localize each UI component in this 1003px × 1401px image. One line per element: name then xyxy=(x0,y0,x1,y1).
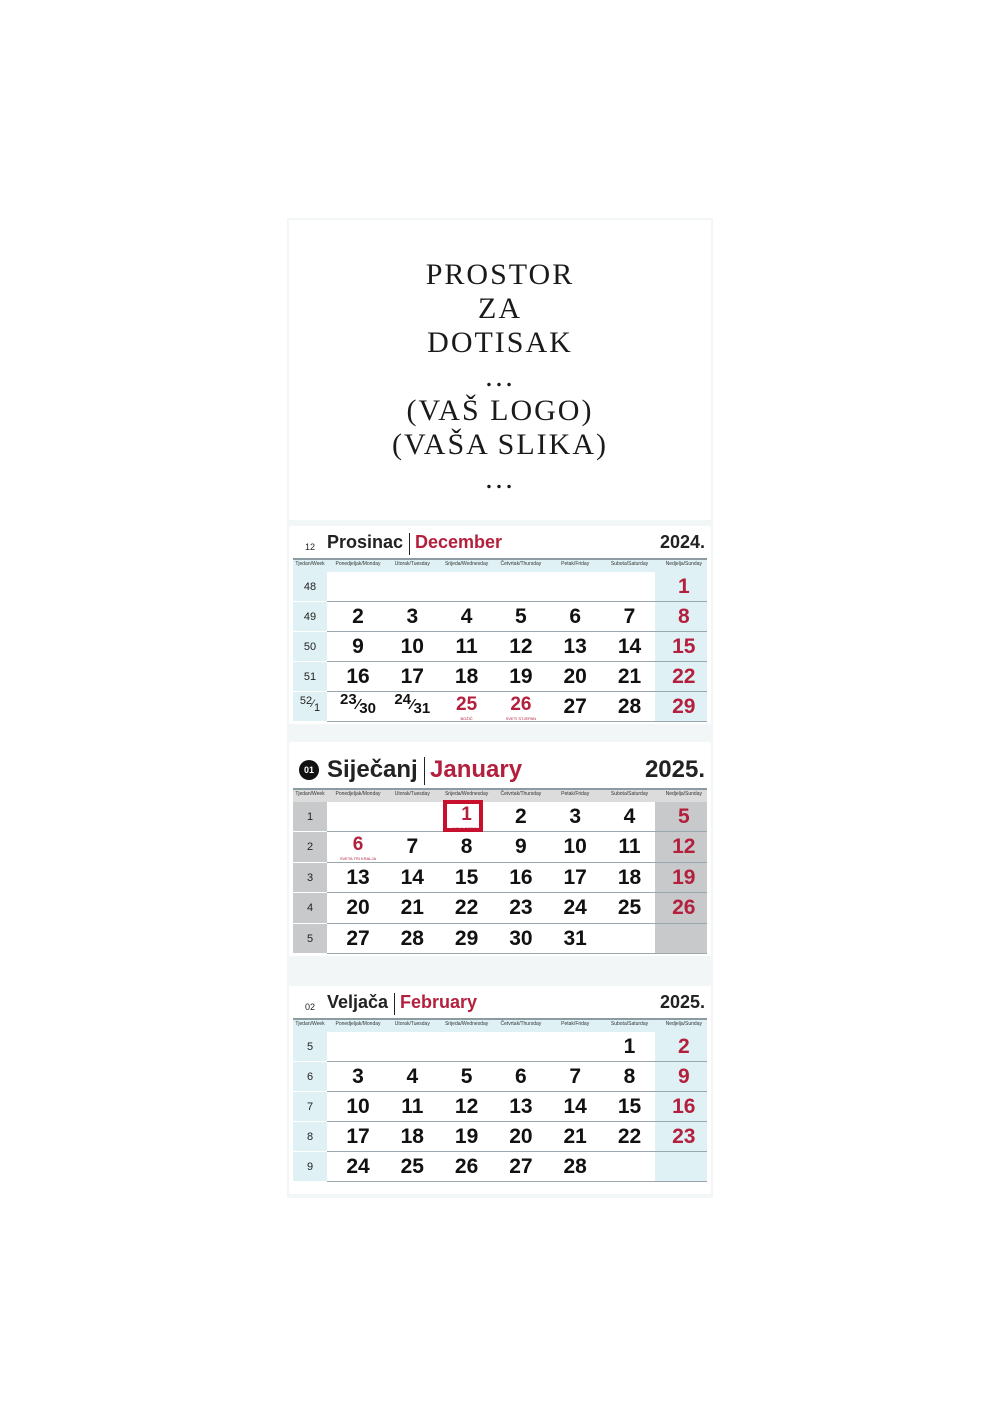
week-number xyxy=(293,695,327,714)
weekday-label: Četvrtak/Thursday xyxy=(500,1021,542,1027)
weekday-label: Srijeda/Wednesday xyxy=(444,561,489,567)
weekday-label: Petak/Friday xyxy=(561,1021,590,1027)
day-number: 6 xyxy=(352,834,364,856)
day-number: 5 xyxy=(460,1065,473,1088)
day-number: 23 xyxy=(672,1125,696,1148)
day-number: 24 xyxy=(394,691,412,708)
row-divider xyxy=(327,1061,707,1062)
row-divider xyxy=(327,953,707,954)
day-number: 23 xyxy=(340,691,357,708)
month-number: 12 xyxy=(305,542,316,552)
week-row-divider xyxy=(293,862,327,863)
holiday-label: BOŽIĆ xyxy=(460,716,473,721)
row-divider xyxy=(327,661,707,662)
day-number: 17 xyxy=(563,865,587,889)
day-number: 3 xyxy=(569,805,582,828)
month-title-row xyxy=(289,742,711,783)
row-divider xyxy=(327,1121,707,1122)
day-number: 16 xyxy=(346,665,370,688)
day-number: 5 xyxy=(677,805,690,828)
day-number: 16 xyxy=(509,865,533,889)
weekday-label: Nedjelja/Sunday xyxy=(665,1021,702,1027)
day-number: 3 xyxy=(352,1065,364,1088)
week-row-divider xyxy=(293,601,327,602)
month-block xyxy=(289,526,711,724)
day-number: 20 xyxy=(346,896,370,920)
week-number: 1 xyxy=(306,811,314,823)
day-number: 28 xyxy=(563,1155,587,1178)
day-number: 8 xyxy=(677,605,690,628)
day-number: 6 xyxy=(569,605,582,628)
weekday-header-row xyxy=(293,558,707,572)
week-number: 9 xyxy=(306,1161,314,1173)
day-number: 18 xyxy=(454,665,479,688)
imprint-line: … xyxy=(484,360,516,393)
day-number: 24 xyxy=(346,1155,370,1178)
day-number: 27 xyxy=(563,695,587,718)
day-number: 9 xyxy=(677,1065,690,1088)
day-number: 1 xyxy=(677,575,690,598)
day-number: 13 xyxy=(346,865,370,889)
weekday-header-row xyxy=(293,788,707,802)
day-number: 17 xyxy=(400,665,424,688)
day-number: 29 xyxy=(454,926,479,950)
day-number: 25 xyxy=(400,1155,424,1178)
day-number: 3 xyxy=(406,605,419,628)
row-divider xyxy=(327,691,707,692)
weekday-label: Nedjelja/Sunday xyxy=(665,791,702,797)
day-number: 8 xyxy=(623,1065,636,1088)
day-number: 7 xyxy=(569,1065,582,1088)
imprint-line: (VAŠA SLIKA) xyxy=(392,428,608,461)
day-cell-double xyxy=(385,691,439,717)
week-row-divider xyxy=(293,1121,327,1122)
week-number: 50 xyxy=(303,641,317,653)
day-number: 17 xyxy=(346,1125,370,1148)
imprint-line: … xyxy=(484,462,516,495)
month-number-badge: 01 xyxy=(299,760,319,780)
day-number: 2 xyxy=(352,605,364,628)
month-name-divider xyxy=(409,533,410,555)
weekday-label: Subota/Saturday xyxy=(610,1021,649,1027)
month-year: 2025. xyxy=(644,756,705,783)
weekday-label: Tjedan/Week xyxy=(295,1021,325,1027)
day-number: 18 xyxy=(617,865,642,889)
day-number: 13 xyxy=(509,1095,533,1118)
day-number: 27 xyxy=(346,926,370,950)
week-row-divider xyxy=(293,721,327,722)
holiday-label: SVETA TRI KRALJA xyxy=(339,856,377,862)
row-divider xyxy=(327,862,707,863)
week-number-part: 52 xyxy=(299,695,313,707)
week-number: 2 xyxy=(306,841,314,854)
day-number: 15 xyxy=(672,635,696,658)
month-year: 2025. xyxy=(659,992,705,1012)
day-number: 11 xyxy=(455,635,478,658)
week-row-divider xyxy=(293,923,327,924)
row-divider xyxy=(327,1181,707,1182)
imprint-text xyxy=(289,220,711,496)
day-number: 1 xyxy=(623,1035,636,1058)
week-row-divider xyxy=(293,1151,327,1152)
day-number: 30 xyxy=(359,700,376,717)
month-number: 02 xyxy=(305,1002,316,1012)
day-number: 14 xyxy=(617,635,642,658)
day-number: 26 xyxy=(454,1155,479,1178)
day-number: 25 xyxy=(617,896,642,920)
day-number: 21 xyxy=(617,665,642,688)
week-row-divider xyxy=(293,691,327,692)
row-divider xyxy=(327,831,707,832)
day-number: 26 xyxy=(510,694,532,715)
day-number: 10 xyxy=(400,635,424,658)
month-name-hr: Siječanj xyxy=(327,756,418,783)
day-number: 20 xyxy=(509,1125,533,1148)
day-number: 14 xyxy=(563,1095,587,1118)
day-number: 11 xyxy=(618,835,641,859)
row-divider xyxy=(327,601,707,602)
week-number: 4 xyxy=(306,902,314,915)
day-number: 11 xyxy=(401,1095,424,1118)
month-name-en: December xyxy=(415,532,503,552)
week-number: 7 xyxy=(306,1101,314,1113)
day-number: 21 xyxy=(400,896,424,920)
day-number: 22 xyxy=(617,1125,642,1148)
day-number: 26 xyxy=(672,896,696,920)
day-number: 1 xyxy=(461,804,472,825)
holiday-label: NOVA GODINA xyxy=(452,826,481,831)
day-number: 27 xyxy=(509,1155,533,1178)
week-row-divider xyxy=(293,1181,327,1182)
week-number: 6 xyxy=(306,1071,314,1083)
month-name-hr: Veljača xyxy=(327,992,389,1012)
week-row-divider xyxy=(293,631,327,632)
month-block xyxy=(289,986,711,1194)
weekday-label: Srijeda/Wednesday xyxy=(444,791,489,797)
week-number: 5 xyxy=(306,1041,314,1053)
month-name-hr: Prosinac xyxy=(327,532,404,552)
row-divider xyxy=(327,1091,707,1092)
weekday-label: Ponedjeljak/Monday xyxy=(335,561,381,567)
row-divider xyxy=(327,631,707,632)
day-number: 18 xyxy=(400,1125,424,1148)
month-block xyxy=(289,742,711,956)
day-number: 30 xyxy=(509,926,533,950)
weekday-label: Srijeda/Wednesday xyxy=(444,1021,489,1027)
day-number: 31 xyxy=(563,926,587,950)
month-name-divider xyxy=(394,993,395,1015)
day-number: 4 xyxy=(460,605,473,628)
day-number: 29 xyxy=(672,695,696,718)
day-number: 10 xyxy=(346,1095,370,1118)
day-number: 12 xyxy=(672,835,696,859)
imprint-area xyxy=(289,220,711,520)
weekday-header-row xyxy=(293,1018,707,1032)
day-number: 31 xyxy=(413,700,431,717)
day-number: 19 xyxy=(454,1125,479,1148)
day-number: 4 xyxy=(623,805,636,828)
weekday-label: Subota/Saturday xyxy=(610,561,649,567)
day-cell-double xyxy=(331,691,385,717)
week-row-divider xyxy=(293,892,327,893)
day-number: 14 xyxy=(400,865,424,889)
holiday-label: SVETI STJEPAN xyxy=(505,716,537,721)
day-number: 28 xyxy=(400,926,424,950)
day-number: 24 xyxy=(563,896,587,920)
day-number: 21 xyxy=(563,1125,587,1148)
weekday-label: Petak/Friday xyxy=(561,561,590,567)
day-number: 23 xyxy=(509,896,533,920)
day-number: 10 xyxy=(563,835,587,859)
weekday-label: Subota/Saturday xyxy=(610,791,649,797)
day-number: 5 xyxy=(515,605,527,628)
day-number: 15 xyxy=(454,865,479,889)
weekday-label: Ponedjeljak/Monday xyxy=(335,791,381,797)
month-year: 2024. xyxy=(659,532,705,552)
month-grid xyxy=(293,558,707,722)
week-row-divider xyxy=(293,661,327,662)
day-number: 9 xyxy=(515,835,527,859)
slash-glyph: ⁄ xyxy=(356,696,360,713)
month-grid xyxy=(293,788,707,954)
week-number: 5 xyxy=(306,932,314,945)
imprint-line: ZA xyxy=(478,292,522,325)
week-row-divider xyxy=(293,831,327,832)
weekday-label: Tjedan/Week xyxy=(295,561,325,567)
day-number: 15 xyxy=(617,1095,642,1118)
day-number: 4 xyxy=(406,1065,419,1088)
week-number: 8 xyxy=(306,1131,314,1143)
day-number: 28 xyxy=(617,695,642,718)
month-grid xyxy=(293,1018,707,1182)
week-number: 51 xyxy=(303,671,317,683)
row-divider xyxy=(327,923,707,924)
month-name-divider xyxy=(424,757,425,785)
day-number: 7 xyxy=(406,835,419,859)
weekday-label: Petak/Friday xyxy=(561,791,590,797)
week-number: 3 xyxy=(306,871,314,884)
weekday-label: Tjedan/Week xyxy=(295,791,325,797)
month-title-row xyxy=(289,986,711,1022)
day-number: 2 xyxy=(677,1035,690,1058)
week-number-part: 1 xyxy=(313,702,321,714)
imprint-line: (VAŠ LOGO) xyxy=(406,394,594,427)
week-row-divider xyxy=(293,1061,327,1062)
weekday-label: Četvrtak/Thursday xyxy=(500,791,542,797)
weekday-label: Utorak/Tuesday xyxy=(394,561,430,567)
day-number: 7 xyxy=(623,605,636,628)
day-number: 9 xyxy=(352,635,364,658)
day-number: 19 xyxy=(509,665,533,688)
imprint-line: DOTISAK xyxy=(427,326,573,359)
week-number: 49 xyxy=(303,611,317,623)
row-divider xyxy=(327,892,707,893)
weekday-label: Nedjelja/Sunday xyxy=(665,561,702,567)
day-number: 22 xyxy=(454,896,479,920)
day-number: 13 xyxy=(563,635,587,658)
day-number: 12 xyxy=(454,1095,479,1118)
month-name-en: February xyxy=(400,992,478,1012)
month-title-row xyxy=(289,526,711,562)
weekday-label: Utorak/Tuesday xyxy=(394,1021,430,1027)
weekday-label: Ponedjeljak/Monday xyxy=(335,1021,381,1027)
week-number: 48 xyxy=(303,581,317,593)
imprint-line: PROSTOR xyxy=(425,258,575,291)
weekday-label: Utorak/Tuesday xyxy=(394,791,430,797)
slash-glyph: ⁄ xyxy=(411,696,414,713)
slash-glyph: ⁄ xyxy=(312,698,314,710)
day-number: 16 xyxy=(672,1095,696,1118)
day-number: 8 xyxy=(460,835,473,859)
day-number: 20 xyxy=(563,665,587,688)
day-number: 6 xyxy=(515,1065,527,1088)
weekday-label: Četvrtak/Thursday xyxy=(500,561,542,567)
day-number: 25 xyxy=(456,694,478,715)
day-number: 19 xyxy=(672,865,696,889)
day-number: 12 xyxy=(509,635,533,658)
week-row-divider xyxy=(293,1091,327,1092)
day-number: 2 xyxy=(515,805,527,828)
day-number: 22 xyxy=(672,665,696,688)
row-divider xyxy=(327,721,707,722)
week-row-divider xyxy=(293,953,327,954)
month-name-en: January xyxy=(430,756,523,783)
row-divider xyxy=(327,1151,707,1152)
